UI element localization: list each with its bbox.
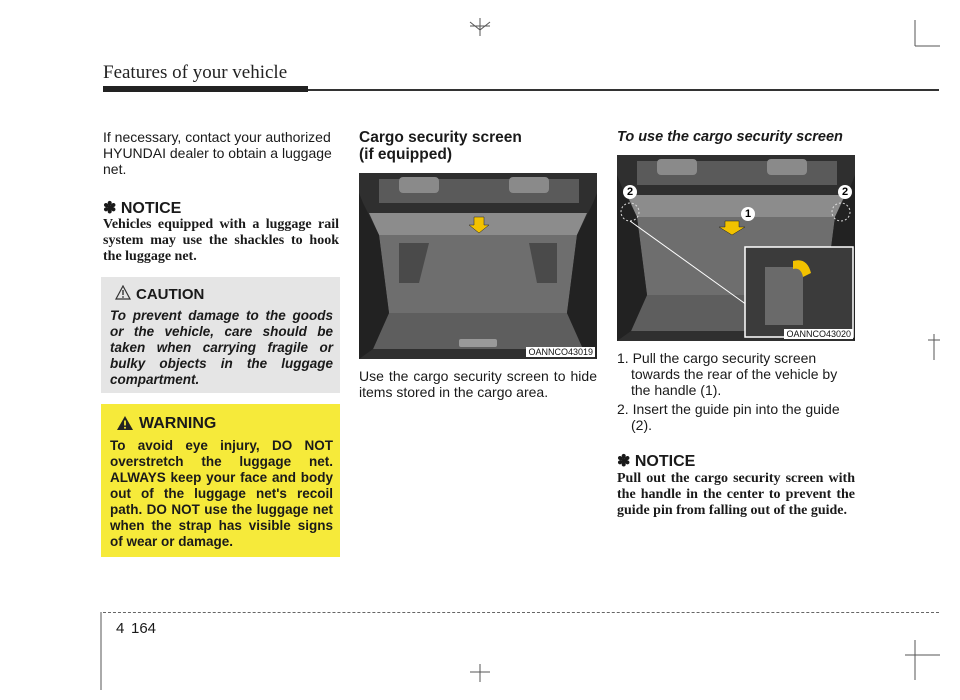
step-list [617,350,855,433]
header-title: Features of your vehicle [103,62,288,83]
caution-box [101,277,340,393]
caution-triangle-icon [115,285,131,300]
cargo-screen-photo [359,173,597,359]
notice-title: ✽ NOTICE [617,453,696,470]
notice-body: Vehicles equipped with a luggage rail system may use the shackles to hook the luggage net. [103,217,339,264]
warning-box [101,404,340,557]
warning-title: WARNING [139,415,217,432]
cargo-screen-usage-illustration [617,155,855,341]
header-bar [103,86,308,92]
cargo-screen-description: Use the cargo security screen to hide items stored in the cargo area. [359,368,597,400]
step-item: 2. Insert the guide pin into the guide (2). [617,401,840,433]
cargo-screen-title [359,129,522,163]
section-number: 4 [116,620,125,637]
notice-title: ✽ NOTICE [103,200,182,217]
luggage-net-intro: If necessary, contact your authorized HYUNDAI dealer to obtain a luggage net. [103,129,332,177]
warning-body: To avoid eye injury, DO NOT overstretch the luggage net. ALWAYS keep your face and body out of the luggage net's recoil path. DO NOT use the luggage net when the strap has visible signs of wear or damage. [110,438,333,549]
callout-1: 1 [741,207,755,221]
cargo-screen-title-line1: Cargo security screen [359,129,522,146]
page-number: 164 [131,620,157,637]
cargo-area-illustration [359,173,597,359]
warning-triangle-icon [116,415,134,431]
notice-body: Pull out the cargo security screen with the handle in the center to prevent the guide pin from falling out of the guide. [617,471,855,518]
use-cargo-screen-subtitle: To use the cargo security screen [617,129,843,145]
image-code: OANNCO43019 [528,347,593,357]
footer-rule [103,612,939,613]
callout-2-left: 2 [623,185,637,199]
cargo-screen-usage-photo [617,155,855,341]
step-item: 1. Pull the cargo security screen towards the rear of the vehicle by the handle (1). [617,350,838,398]
caution-title: CAUTION [136,286,205,303]
cargo-screen-title-line2: (if equipped) [359,146,452,163]
image-code: OANNCO43020 [786,329,851,339]
callout-2-right: 2 [838,185,852,199]
caution-body: To prevent damage to the goods or the vehicle, care should be taken when carrying fragile or bulky objects in the luggage compartment. [110,308,333,387]
